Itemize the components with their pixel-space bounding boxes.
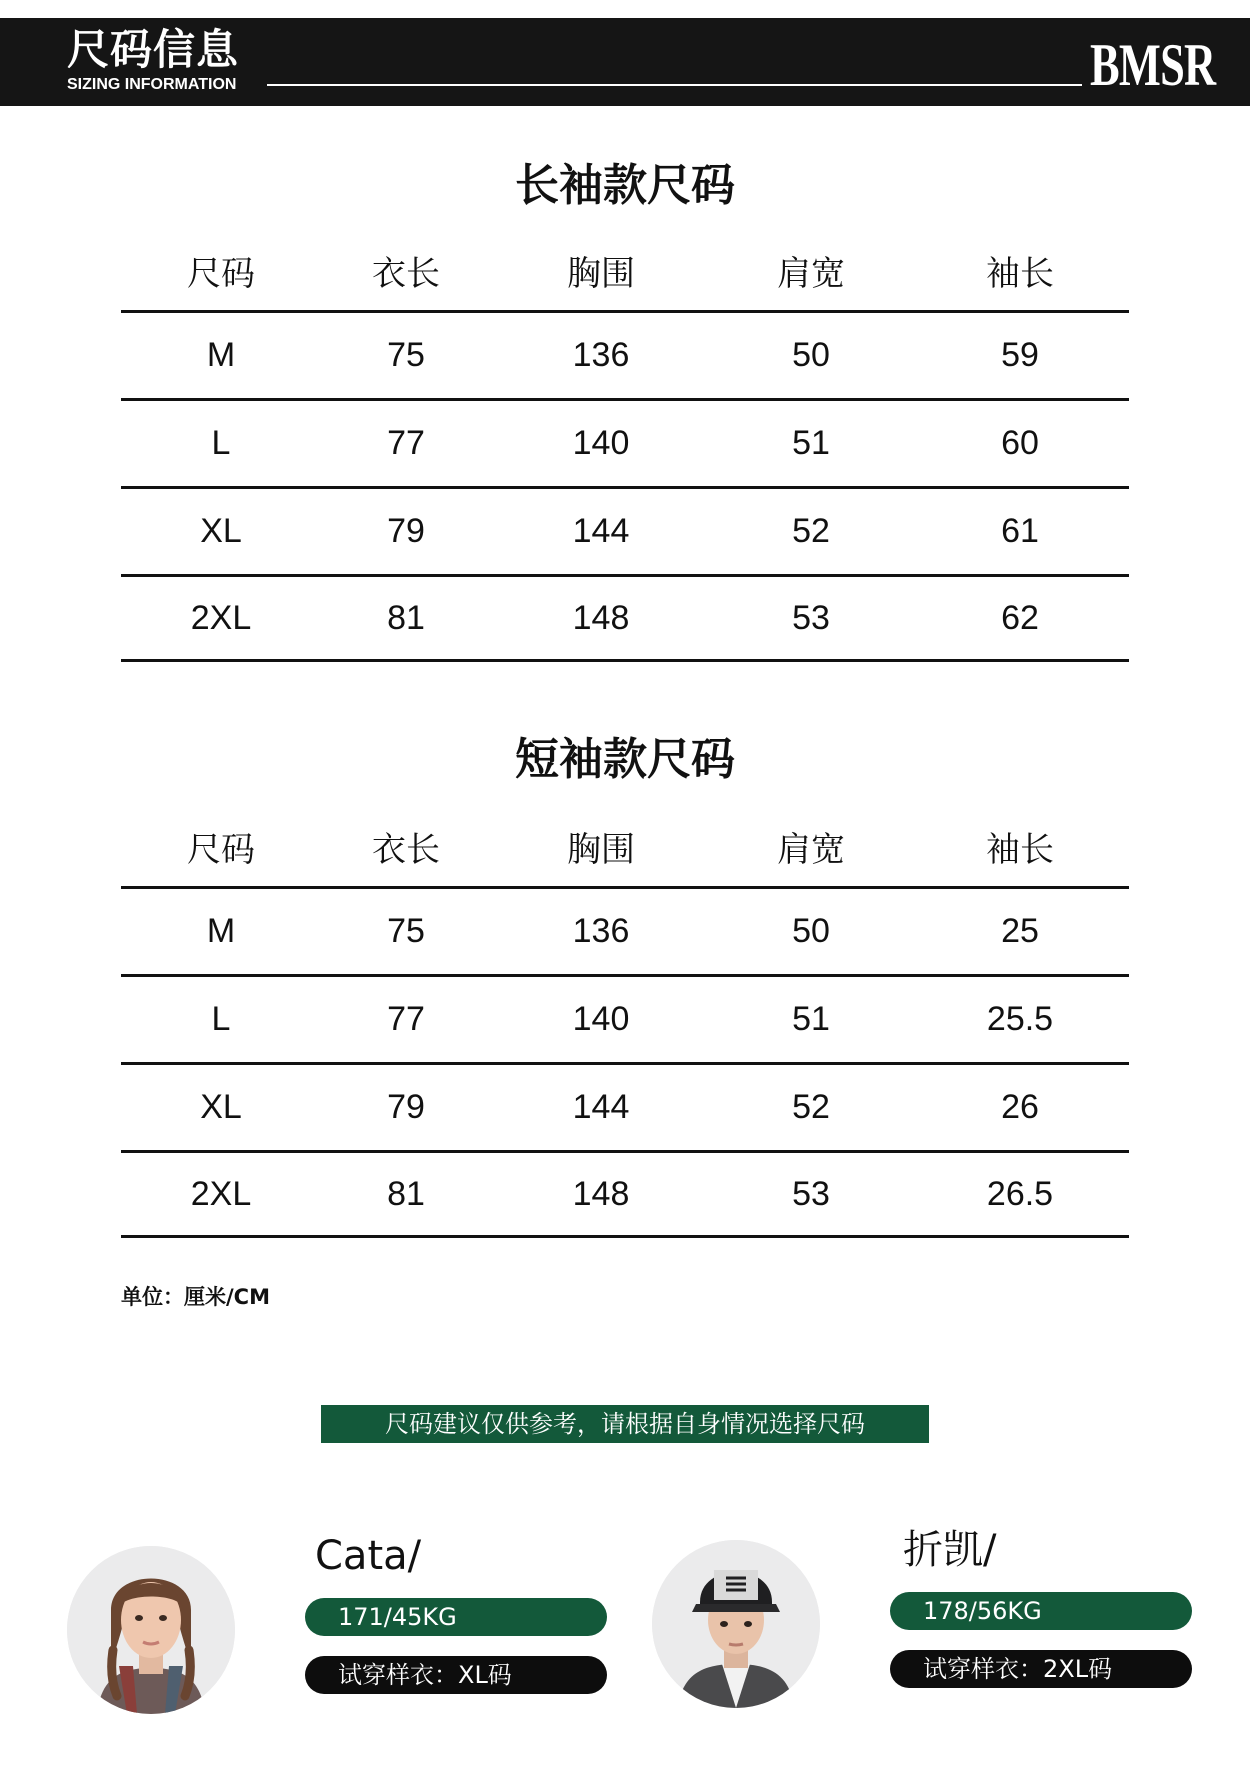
table-row	[121, 398, 1129, 486]
column-header-length: 衣长	[372, 829, 440, 870]
header-bar	[0, 18, 1250, 106]
cell-size: 2XL	[190, 598, 252, 637]
cell-sleeve: 59	[1001, 336, 1039, 374]
cell-size: M	[206, 912, 236, 950]
cell-length: 79	[387, 1088, 425, 1126]
cell-sleeve: 62	[1001, 598, 1039, 637]
long-sleeve-title: 长袖款尺码	[515, 160, 735, 211]
cell-chest: 140	[572, 424, 630, 462]
cell-length: 77	[387, 424, 425, 462]
long-sleeve-table	[121, 230, 1129, 662]
column-header-size: 尺码	[187, 253, 255, 294]
column-header-chest: 胸围	[567, 253, 635, 294]
model-name: 折凯/	[903, 1527, 997, 1573]
short-sleeve-table	[121, 806, 1129, 1238]
column-header-sleeve: 袖长	[986, 829, 1054, 870]
table-row	[121, 574, 1129, 662]
cell-length: 81	[387, 598, 425, 637]
model-sample-size-pill: 试穿样衣：2XL码	[890, 1650, 1192, 1688]
cell-shoulder: 50	[792, 336, 830, 374]
cell-sleeve: 25.5	[986, 1000, 1054, 1038]
table-row	[121, 886, 1129, 974]
cell-chest: 140	[572, 1000, 630, 1038]
header-subtitle: SIZING INFORMATION	[67, 76, 237, 93]
cell-size: L	[211, 424, 231, 462]
column-header-length: 衣长	[372, 253, 440, 294]
cell-chest: 136	[572, 336, 630, 374]
cell-chest: 136	[572, 912, 630, 950]
model-stats-pill: 171/45KG	[305, 1598, 607, 1636]
cell-length: 77	[387, 1000, 425, 1038]
short-sleeve-title: 短袖款尺码	[515, 734, 735, 785]
cell-sleeve: 60	[1001, 424, 1039, 462]
cell-length: 81	[387, 1174, 425, 1213]
cell-sleeve: 61	[1001, 512, 1039, 550]
cell-sleeve: 25	[1001, 912, 1039, 950]
cell-size: XL	[200, 1088, 242, 1126]
column-header-size: 尺码	[187, 829, 255, 870]
column-header-shoulder: 肩宽	[777, 829, 845, 870]
column-header-chest: 胸围	[567, 829, 635, 870]
cell-shoulder: 51	[792, 424, 830, 462]
cell-chest: 144	[572, 1088, 630, 1126]
model-stats-pill: 178/56KG	[890, 1592, 1192, 1630]
model-sample-size-pill: 试穿样衣：XL码	[305, 1656, 607, 1694]
table-header-row	[121, 806, 1129, 886]
cell-sleeve: 26	[1001, 1088, 1039, 1126]
model-photo-cata	[67, 1546, 235, 1714]
column-header-shoulder: 肩宽	[777, 253, 845, 294]
male-model-portrait-icon	[652, 1540, 820, 1708]
unit-note: 单位：厘米/CM	[121, 1285, 270, 1309]
cell-length: 75	[387, 336, 425, 374]
cell-chest: 144	[572, 512, 630, 550]
brand-logo: BMSR	[1089, 32, 1215, 98]
cell-shoulder: 50	[792, 912, 830, 950]
table-row	[121, 1062, 1129, 1150]
cell-shoulder: 52	[792, 512, 830, 550]
cell-size: L	[211, 1000, 231, 1038]
cell-size: XL	[200, 512, 242, 550]
cell-shoulder: 53	[792, 598, 830, 637]
model-photo-zhekai	[652, 1540, 820, 1708]
header-title: 尺码信息	[67, 25, 240, 74]
female-model-portrait-icon	[67, 1546, 235, 1714]
table-row	[121, 1150, 1129, 1238]
cell-size: M	[206, 336, 236, 374]
cell-length: 79	[387, 512, 425, 550]
cell-shoulder: 51	[792, 1000, 830, 1038]
table-row	[121, 486, 1129, 574]
table-row	[121, 310, 1129, 398]
cell-shoulder: 53	[792, 1174, 830, 1213]
cell-size: 2XL	[190, 1174, 252, 1213]
size-advice-banner: 尺码建议仅供参考，请根据自身情况选择尺码	[321, 1405, 929, 1443]
cell-sleeve: 26.5	[986, 1174, 1054, 1213]
table-header-row	[121, 230, 1129, 310]
header-divider	[267, 84, 1082, 86]
cell-chest: 148	[572, 598, 630, 637]
cell-chest: 148	[572, 1174, 630, 1213]
table-row	[121, 974, 1129, 1062]
model-name: Cata/	[315, 1533, 422, 1579]
cell-shoulder: 52	[792, 1088, 830, 1126]
cell-length: 75	[387, 912, 425, 950]
column-header-sleeve: 袖长	[986, 253, 1054, 294]
